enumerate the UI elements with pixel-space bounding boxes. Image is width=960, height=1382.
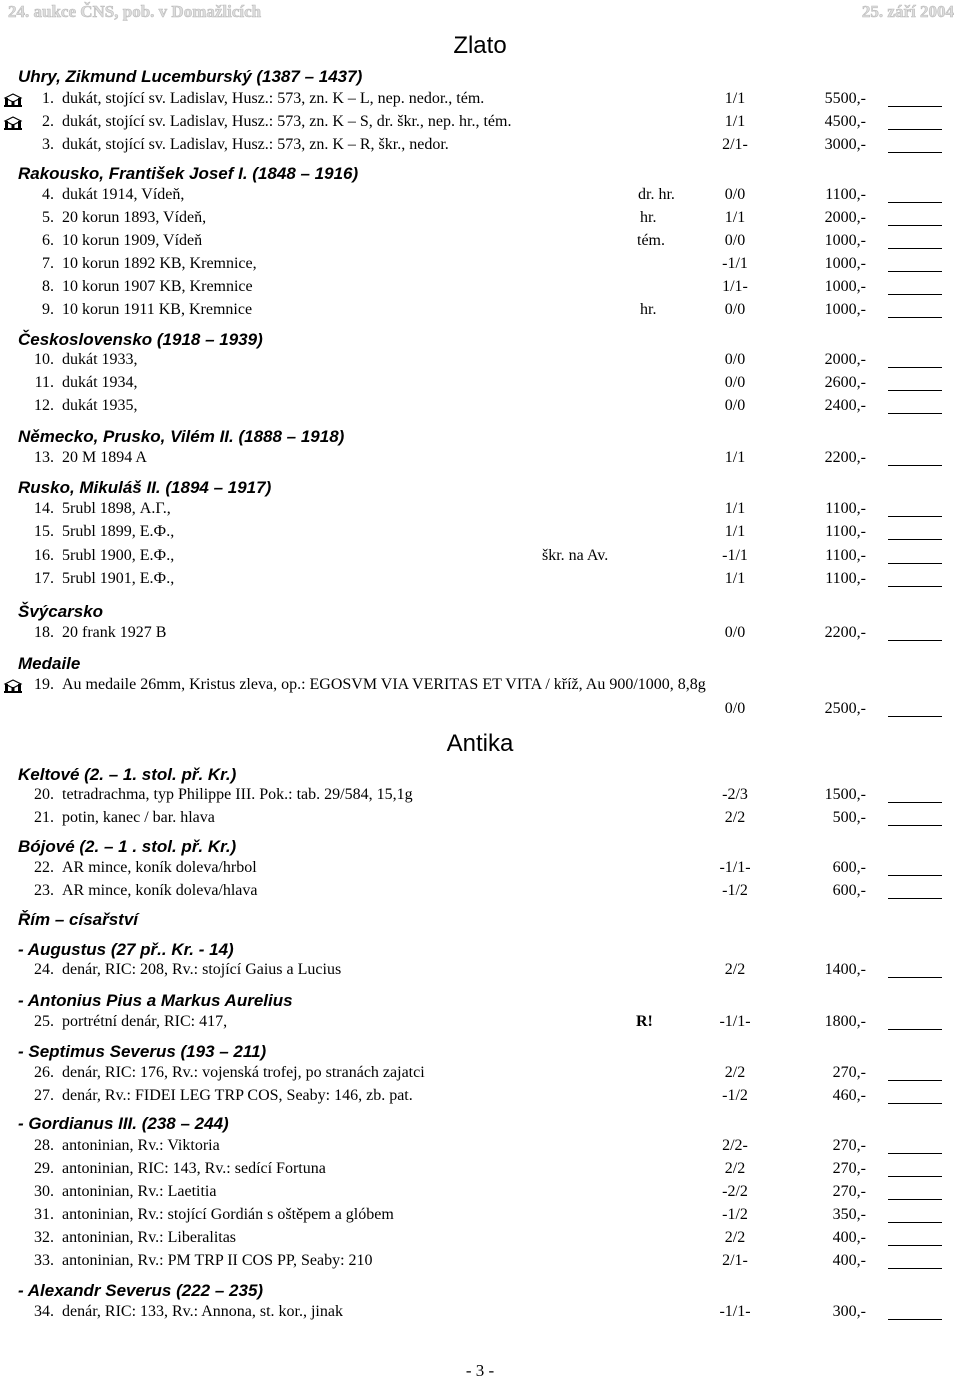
lot-price: 600,- — [832, 859, 866, 876]
lot-number: 21. — [34, 809, 54, 826]
lot-row — [0, 1160, 960, 1182]
bid-blank-line — [888, 875, 942, 876]
bid-blank-line — [888, 129, 942, 130]
lot-price: 1100,- — [825, 570, 866, 587]
lot-grade: 0/0 — [724, 700, 746, 717]
bid-blank-line — [888, 1029, 942, 1030]
bid-blank-line — [888, 516, 942, 517]
lot-grade: 2/2 — [724, 1064, 746, 1081]
lot-price: 2200,- — [824, 449, 866, 466]
bid-blank-line — [888, 1199, 942, 1200]
lot-note: škr. na Av. — [542, 547, 609, 564]
lot-grade: -1/1 — [722, 255, 748, 272]
lot-row — [0, 90, 960, 112]
lot-price: 1000,- — [824, 232, 866, 249]
bid-blank-line — [888, 1080, 942, 1081]
lot-price: 500,- — [832, 809, 866, 826]
lot-note: hr. — [640, 301, 657, 318]
lot-number: 10. — [34, 351, 54, 368]
lot-price: 1100,- — [825, 500, 866, 517]
lot-number: 32. — [34, 1229, 54, 1246]
lot-row — [0, 809, 960, 831]
lot-price: 1400,- — [824, 961, 866, 978]
lot-row — [0, 961, 960, 983]
bid-blank-line — [888, 640, 942, 641]
lot-grade: 0/0 — [724, 351, 746, 368]
lot-grade: -2/2 — [722, 1183, 748, 1200]
lot-grade: -1/2 — [722, 1206, 748, 1223]
lot-description: antoninian, Rv.: Liberalitas — [62, 1229, 237, 1246]
bid-blank-line — [888, 390, 942, 391]
lot-row — [0, 374, 960, 396]
lot-grade: 1/1 — [724, 500, 746, 517]
lot-description: 10 korun 1911 KB, Kremnice — [62, 301, 253, 318]
lot-description: 5rubl 1898, А.Г., — [62, 500, 171, 517]
lot-description: AR mince, koník doleva/hlava — [62, 882, 258, 899]
lot-description: denár, RIC: 176, Rv.: vojenská trofej, po stranách zajatci — [62, 1064, 425, 1081]
bid-blank-line — [888, 1103, 942, 1104]
lot-grade: 0/0 — [724, 374, 746, 391]
lot-price: 2200,- — [824, 624, 866, 641]
lot-description: 5rubl 1900, Е.Ф., — [62, 547, 175, 564]
lot-row — [0, 570, 960, 592]
lot-row — [0, 1183, 960, 1205]
section-svycarsko: Švýcarsko — [18, 602, 104, 621]
lot-description: dukát 1914, Vídeň, — [62, 186, 185, 203]
lot-number: 5. — [42, 209, 54, 226]
bid-blank-line — [888, 977, 942, 978]
lot-description: dukát, stojící sv. Ladislav, Husz.: 573, zn. K – S, dr. škr., nep. hr., tém. — [62, 113, 512, 130]
lot-number: 33. — [34, 1252, 54, 1269]
lot-grade: -1/1 — [722, 547, 748, 564]
lot-row — [0, 1252, 960, 1274]
lot-row — [0, 1064, 960, 1086]
lot-price: 1000,- — [824, 255, 866, 272]
page-number: - 3 - — [465, 1361, 495, 1380]
bid-blank-line — [888, 413, 942, 414]
lot-description: dukát 1934, — [62, 374, 138, 391]
lot-description: dukát 1935, — [62, 397, 138, 414]
lot-grade: 1/1 — [724, 570, 746, 587]
lot-grade: 2/2 — [724, 961, 746, 978]
lot-row — [0, 676, 960, 698]
lot-number: 24. — [34, 961, 54, 978]
lot-number: 11. — [34, 374, 54, 391]
lot-row — [0, 1206, 960, 1228]
lot-description: 10 korun 1907 KB, Kremnice — [62, 278, 253, 295]
lot-number: 8. — [42, 278, 54, 295]
lot-number: 29. — [34, 1160, 54, 1177]
section-medaile: Medaile — [18, 654, 81, 673]
lot-number: 27. — [34, 1087, 54, 1104]
lot-description: 20 M 1894 A — [62, 449, 147, 466]
lot-number: 12. — [34, 397, 54, 414]
lot-description: denár, RIC: 133, Rv.: Annona, st. kor., jinak — [62, 1303, 343, 1320]
coin-marker-icon — [3, 116, 23, 131]
lot-description: antoninian, Rv.: Laetitia — [62, 1183, 217, 1200]
lot-row — [0, 351, 960, 373]
header-auction-name: 24. aukce ČNS, pob. v Domažlicích — [8, 2, 262, 21]
bid-blank-line — [888, 1268, 942, 1269]
lot-description: dukát, stojící sv. Ladislav, Husz.: 573, zn. K – L, nep. nedor., tém. — [62, 90, 485, 107]
lot-price: 4500,- — [824, 113, 866, 130]
section-uhry: Uhry, Zikmund Lucemburský (1387 – 1437) — [18, 67, 363, 86]
lot-row — [0, 1013, 960, 1035]
lot-price: 270,- — [832, 1183, 866, 1200]
lot-description: antoninian, Rv.: stojící Gordián s oštěpem a glóbem — [62, 1206, 394, 1223]
lot-number: 14. — [34, 500, 54, 517]
lot-number: 7. — [42, 255, 54, 272]
lot-price: 1100,- — [825, 523, 866, 540]
lot-grade: -1/2 — [722, 882, 748, 899]
lot-note: R! — [636, 1013, 653, 1030]
lot-number: 2. — [42, 113, 54, 130]
lot-description: 20 korun 1893, Vídeň, — [62, 209, 207, 226]
bid-blank-line — [888, 106, 942, 107]
section-rim: Řím – císařství — [18, 910, 139, 929]
bid-blank-line — [888, 1176, 942, 1177]
lot-description: denár, RIC: 208, Rv.: stojící Gaius a Lucius — [62, 961, 342, 978]
lot-number: 9. — [42, 301, 54, 318]
bid-blank-line — [888, 317, 942, 318]
lot-number: 13. — [34, 449, 54, 466]
lot-grade: -2/3 — [722, 786, 748, 803]
lot-price: 2600,- — [824, 374, 866, 391]
lot-grade: 1/1 — [724, 113, 746, 130]
bid-blank-line — [888, 898, 942, 899]
lot-price: 270,- — [832, 1137, 866, 1154]
bid-blank-line — [888, 152, 942, 153]
bid-blank-line — [888, 802, 942, 803]
lot-number: 23. — [34, 882, 54, 899]
lot-price: 460,- — [832, 1087, 866, 1104]
lot-grade: -1/1- — [719, 1013, 751, 1030]
lot-price: 300,- — [832, 1303, 866, 1320]
lot-row — [0, 1087, 960, 1109]
lot-price: 1800,- — [824, 1013, 866, 1030]
lot-number: 15. — [34, 523, 54, 540]
bid-blank-line — [888, 1153, 942, 1154]
lot-number: 22. — [34, 859, 54, 876]
lot-row — [0, 113, 960, 135]
section-antonius: - Antonius Pius a Markus Aurelius — [18, 991, 293, 1010]
lot-number: 17. — [34, 570, 54, 587]
lot-row — [0, 186, 960, 208]
bid-blank-line — [888, 586, 942, 587]
lot-price: 270,- — [832, 1064, 866, 1081]
lot-price: 2500,- — [824, 700, 866, 717]
title-antika: Antika — [446, 730, 514, 757]
lot-price: 1000,- — [824, 301, 866, 318]
lot-grade: 0/0 — [724, 624, 746, 641]
section-septimus: - Septimus Severus (193 – 211) — [18, 1042, 267, 1061]
lot-number: 26. — [34, 1064, 54, 1081]
section-alexandr: - Alexandr Severus (222 – 235) — [18, 1281, 264, 1300]
lot-number: 34. — [34, 1303, 54, 1320]
lot-note: tém. — [637, 232, 665, 249]
lot-number: 16. — [34, 547, 54, 564]
lot-note: hr. — [640, 209, 657, 226]
bid-blank-line — [888, 248, 942, 249]
lot-grade: 0/0 — [724, 301, 746, 318]
lot-price: 270,- — [832, 1160, 866, 1177]
lot-description: portrétní denár, RIC: 417, — [62, 1013, 228, 1030]
lot-number: 18. — [34, 624, 54, 641]
lot-grade: -1/1- — [719, 1303, 751, 1320]
lot-row — [0, 786, 960, 808]
lot-grade: -1/2 — [722, 1087, 748, 1104]
lot-row — [0, 209, 960, 231]
lot-row — [0, 255, 960, 277]
lot-grade: 2/1- — [722, 136, 748, 153]
lot-row — [0, 859, 960, 881]
lot-grade: 2/2 — [724, 1160, 746, 1177]
lot-grade: 0/0 — [724, 232, 746, 249]
lot-description: dukát, stojící sv. Ladislav, Husz.: 573, zn. K – R, škr., nedor. — [62, 136, 449, 153]
lot-number: 31. — [34, 1206, 54, 1223]
lot-description: antoninian, Rv.: PM TRP II COS PP, Seaby: 210 — [62, 1252, 373, 1269]
lot-number: 30. — [34, 1183, 54, 1200]
section-ceskoslovensko: Československo (1918 – 1939) — [18, 330, 263, 349]
lot-description: AR mince, koník doleva/hrbol — [62, 859, 257, 876]
coin-marker-icon — [3, 93, 23, 108]
lot-grade: 1/1 — [724, 209, 746, 226]
lot-row — [0, 136, 960, 158]
bid-blank-line — [888, 271, 942, 272]
bid-blank-line — [888, 225, 942, 226]
bid-blank-line — [888, 1222, 942, 1223]
lot-price: 1100,- — [825, 547, 866, 564]
lot-description: Au medaile 26mm, Kristus zleva, op.: EGOSVM VIA VERITAS ET VITA / kříž, Au 900/1000, 8,8g — [62, 676, 706, 693]
lot-row — [0, 523, 960, 545]
section-rusko: Rusko, Mikuláš II. (1894 – 1917) — [18, 478, 272, 497]
lot-price: 3000,- — [824, 136, 866, 153]
lot-number: 25. — [34, 1013, 54, 1030]
page-header — [0, 0, 960, 27]
lot-description: antoninian, RIC: 143, Rv.: sedící Fortuna — [62, 1160, 326, 1177]
lot-price: 2000,- — [824, 209, 866, 226]
bid-blank-line — [888, 202, 942, 203]
lot-row — [0, 547, 960, 569]
lot-description: 20 frank 1927 B — [62, 624, 167, 641]
section-keltove: Keltové (2. – 1. stol. př. Kr.) — [18, 765, 237, 784]
lot-row — [0, 397, 960, 419]
lot-price: 1500,- — [824, 786, 866, 803]
lot-row — [0, 301, 960, 323]
lot-price: 600,- — [832, 882, 866, 899]
lot-description: antoninian, Rv.: Viktoria — [62, 1137, 220, 1154]
lot-price: 350,- — [832, 1206, 866, 1223]
lot-price: 400,- — [832, 1229, 866, 1246]
section-augustus: - Augustus (27 př.. Kr. - 14) — [18, 940, 234, 959]
lot-row — [0, 278, 960, 300]
lot-description: 10 korun 1892 KB, Kremnice, — [62, 255, 257, 272]
bid-blank-line — [888, 294, 942, 295]
lot-grade: 0/0 — [724, 186, 746, 203]
title-zlato: Zlato — [453, 32, 507, 59]
lot-row — [0, 1137, 960, 1159]
header-date: 25. září 2004 — [861, 2, 954, 21]
coin-marker-icon — [3, 679, 23, 694]
lot-description: 5rubl 1899, Е.Ф., — [62, 523, 175, 540]
section-bojove: Bójové (2. – 1 . stol. př. Kr.) — [18, 837, 237, 856]
lot-number: 19. — [34, 676, 54, 693]
lot-grade: 2/1- — [722, 1252, 748, 1269]
section-rakousko: Rakousko, František Josef I. (1848 – 1916) — [18, 164, 359, 183]
lot-row — [0, 882, 960, 904]
bid-blank-line — [888, 563, 942, 564]
lot-price: 1100,- — [825, 186, 866, 203]
lot-grade: 0/0 — [724, 397, 746, 414]
lot-grade: 2/2 — [724, 809, 746, 826]
lot-number: 28. — [34, 1137, 54, 1154]
lot-grade: -1/1- — [719, 859, 751, 876]
lot-description: 10 korun 1909, Vídeň — [62, 232, 203, 249]
lot-description: denár, Rv.: FIDEI LEG TRP COS, Seaby: 146, zb. pat. — [62, 1087, 413, 1104]
lot-price: 5500,- — [824, 90, 866, 107]
section-nemecko: Německo, Prusko, Vilém II. (1888 – 1918) — [18, 427, 345, 446]
bid-blank-line — [888, 825, 942, 826]
lot-description: dukát 1933, — [62, 351, 138, 368]
bid-blank-line — [888, 1319, 942, 1320]
lot-description: potin, kanec / bar. hlava — [62, 809, 215, 826]
bid-blank-line — [888, 1245, 942, 1246]
bid-blank-line — [888, 716, 942, 717]
bid-blank-line — [888, 465, 942, 466]
lot-row — [0, 1303, 960, 1325]
lot-number: 4. — [42, 186, 54, 203]
lot-grade: 1/1 — [724, 90, 746, 107]
lot-row — [0, 449, 960, 471]
lot-number: 6. — [42, 232, 54, 249]
lot-row — [0, 624, 960, 646]
lot-row — [0, 1229, 960, 1251]
section-gordianus: - Gordianus III. (238 – 244) — [18, 1114, 229, 1133]
lot-grade: 2/2 — [724, 1229, 746, 1246]
lot-price: 2000,- — [824, 351, 866, 368]
bid-blank-line — [888, 367, 942, 368]
lot-price: 400,- — [832, 1252, 866, 1269]
lot-description: tetradrachma, typ Philippe III. Pok.: tab. 29/584, 15,1g — [62, 786, 413, 803]
lot-price: 1000,- — [824, 278, 866, 295]
lot-number: 3. — [42, 136, 54, 153]
lot-row — [0, 500, 960, 522]
lot-grade: 1/1 — [724, 523, 746, 540]
lot-description: 5rubl 1901, Е.Ф., — [62, 570, 175, 587]
lot-row — [0, 232, 960, 254]
lot-price: 2400,- — [824, 397, 866, 414]
lot-note: dr. hr. — [638, 186, 675, 203]
lot-grade: 1/1- — [722, 278, 748, 295]
lot-row-continuation — [0, 700, 960, 722]
lot-number: 20. — [34, 786, 54, 803]
bid-blank-line — [888, 539, 942, 540]
lot-grade: 1/1 — [724, 449, 746, 466]
lot-number: 1. — [42, 90, 54, 107]
lot-grade: 2/2- — [722, 1137, 748, 1154]
